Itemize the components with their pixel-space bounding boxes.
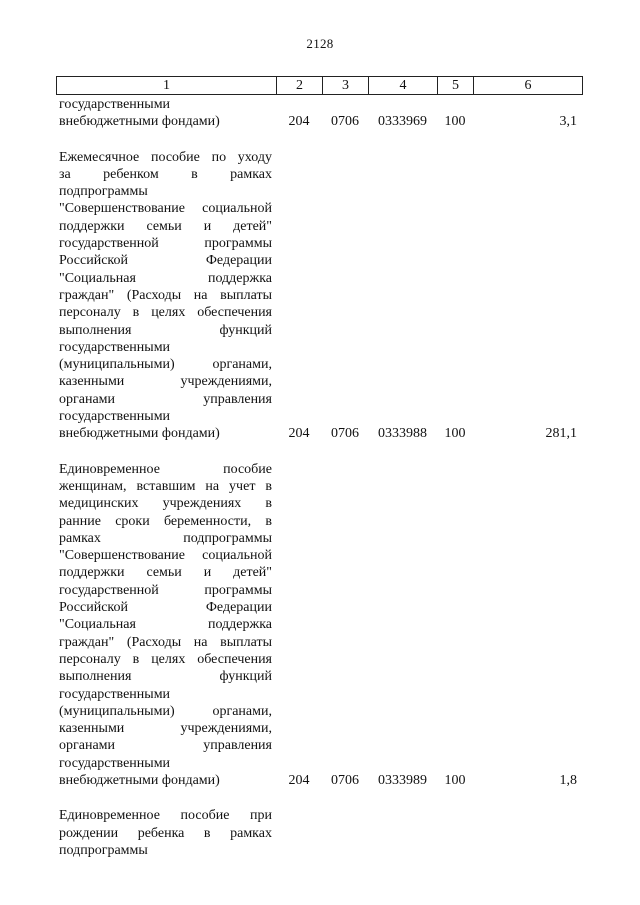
description-line: казенными учреждениями, — [59, 721, 272, 737]
description-line: граждан" (Расходы на выплаты — [59, 287, 272, 303]
cell-col3: 0706 — [331, 772, 359, 788]
cell-col5: 100 — [444, 772, 466, 788]
cell-col3: 0706 — [331, 426, 359, 442]
table-row — [56, 149, 583, 443]
cell-col3: 0706 — [331, 114, 359, 130]
description-line: государственной программы — [59, 582, 272, 598]
description-line: поддержки семьи и детей" — [59, 218, 272, 234]
description-line: органами управления — [59, 738, 272, 754]
description-line: подпрограммы — [59, 842, 148, 858]
cell-col2: 204 — [288, 426, 310, 442]
description-line: медицинских учреждениях в — [59, 496, 272, 512]
description-line: органами управления — [59, 391, 272, 407]
description-line: внебюджетными фондами) — [59, 114, 220, 130]
page-number: 2128 — [306, 36, 334, 51]
row-description — [56, 149, 276, 443]
cell-col2: 204 — [288, 114, 310, 130]
description-line: государственными — [59, 686, 171, 702]
column-header-2: 2 — [277, 77, 323, 94]
description-line: рамках подпрограммы — [59, 530, 272, 546]
row-description — [56, 96, 276, 131]
description-line: рождении ребенка в рамках — [59, 825, 272, 841]
column-header-4: 4 — [369, 77, 438, 94]
description-line: "Социальная поддержка — [59, 617, 272, 633]
description-line: поддержки семьи и детей" — [59, 565, 272, 581]
description-line: "Совершенствование социальной — [59, 201, 272, 217]
cell-col4: 0333969 — [378, 114, 427, 130]
description-line: государственными — [59, 755, 171, 771]
description-line: выполнения функций — [59, 322, 272, 338]
column-header-5: 5 — [438, 77, 474, 94]
description-line: "Совершенствование социальной — [59, 548, 272, 564]
description-line: казенными учреждениями, — [59, 374, 272, 390]
column-header-row — [56, 76, 583, 95]
cell-col6: 281,1 — [545, 426, 577, 442]
description-line: (муниципальными) органами, — [59, 357, 272, 373]
description-line: государственными — [59, 97, 171, 112]
table-row — [56, 461, 583, 790]
table-row — [56, 807, 583, 859]
table-row — [56, 96, 583, 131]
description-line: персоналу в целях обеспечения — [59, 305, 272, 321]
description-line: (муниципальными) органами, — [59, 703, 272, 719]
description-line: государственными — [59, 339, 171, 355]
description-line: ранние сроки беременности, в — [59, 513, 272, 529]
description-line: внебюджетными фондами) — [59, 772, 220, 788]
row-description — [56, 461, 276, 790]
cell-col5: 100 — [444, 114, 466, 130]
description-line: подпрограммы — [59, 184, 148, 200]
description-line: женщинам, вставшим на учет в — [59, 478, 272, 494]
cell-col4: 0333988 — [378, 426, 427, 442]
column-header-1: 1 — [57, 77, 277, 94]
row-description — [56, 807, 276, 859]
description-line: Единовременное пособие — [59, 461, 272, 477]
description-line: "Социальная поддержка — [59, 270, 272, 286]
description-line: государственной программы — [59, 236, 272, 252]
description-line: выполнения функций — [59, 669, 272, 685]
description-line: внебюджетными фондами) — [59, 426, 220, 442]
description-line: государственными — [59, 409, 171, 425]
description-line: граждан" (Расходы на выплаты — [59, 634, 272, 650]
description-line: Российской Федерации — [59, 253, 272, 269]
description-line: Единовременное пособие при — [59, 808, 272, 824]
cell-col5: 100 — [444, 426, 466, 442]
column-header-3: 3 — [323, 77, 369, 94]
cell-col6: 1,8 — [559, 772, 577, 788]
cell-col4: 0333989 — [378, 772, 427, 788]
cell-col6: 3,1 — [559, 114, 577, 130]
description-line: Российской Федерации — [59, 600, 272, 616]
description-line: персоналу в целях обеспечения — [59, 651, 272, 667]
description-line: Ежемесячное пособие по уходу — [59, 149, 272, 165]
description-line: за ребенком в рамках — [59, 166, 272, 182]
table-body — [56, 96, 583, 859]
column-header-6: 6 — [524, 78, 532, 93]
cell-col2: 204 — [288, 772, 310, 788]
